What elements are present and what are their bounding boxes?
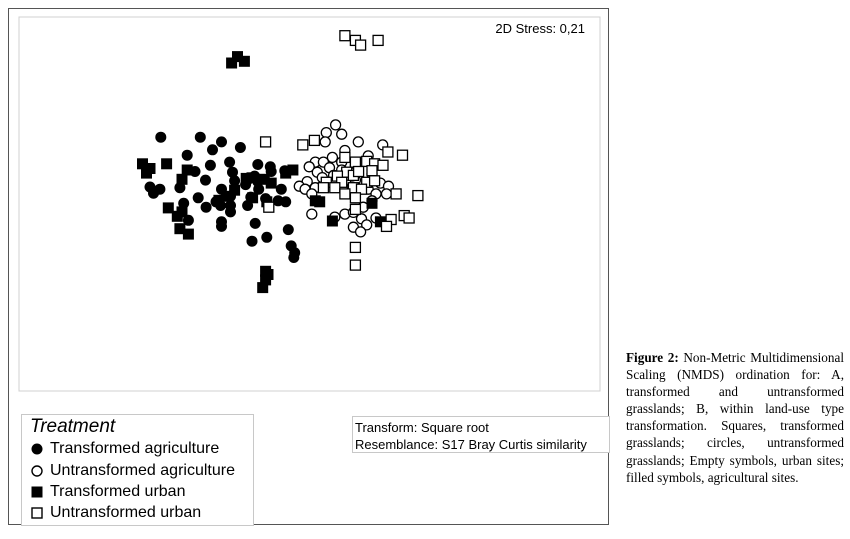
point-transformed-urban — [141, 168, 152, 179]
legend-label: Transformed agriculture — [50, 440, 220, 457]
point-untransformed-urban — [350, 242, 360, 252]
point-transformed-agriculture — [225, 206, 236, 217]
point-transformed-urban — [177, 174, 188, 185]
filled-square-icon — [30, 485, 44, 499]
point-transformed-agriculture — [201, 202, 212, 213]
figure-caption — [626, 349, 844, 486]
point-untransformed-urban — [391, 189, 401, 199]
point-untransformed-urban — [354, 167, 364, 177]
point-transformed-agriculture — [205, 160, 216, 171]
point-untransformed-agriculture — [337, 129, 347, 139]
point-transformed-urban — [239, 56, 250, 67]
point-transformed-agriculture — [224, 157, 235, 168]
legend-item-untransformed-agriculture — [30, 461, 235, 481]
open-square-icon — [30, 506, 44, 520]
point-transformed-agriculture — [280, 196, 291, 207]
legend-item-transformed-agriculture — [30, 439, 219, 459]
point-transformed-agriculture — [216, 221, 227, 232]
legend-item-untransformed-urban — [30, 503, 201, 523]
legend — [21, 414, 254, 526]
point-transformed-agriculture — [247, 236, 258, 247]
point-untransformed-agriculture — [382, 189, 392, 199]
point-transformed-urban — [161, 158, 172, 169]
point-untransformed-urban — [383, 147, 393, 157]
transform-info-box — [352, 416, 610, 453]
point-transformed-agriculture — [288, 252, 299, 263]
point-untransformed-urban — [370, 176, 380, 186]
point-untransformed-urban — [350, 157, 360, 167]
point-transformed-urban — [241, 173, 252, 184]
legend-title: Treatment — [30, 416, 116, 437]
point-transformed-agriculture — [250, 218, 261, 229]
point-untransformed-urban — [298, 140, 308, 150]
point-untransformed-urban — [404, 213, 414, 223]
point-transformed-agriculture — [216, 136, 227, 147]
legend-label: Untransformed urban — [50, 504, 202, 521]
point-untransformed-agriculture — [353, 137, 363, 147]
point-transformed-agriculture — [193, 192, 204, 203]
legend-label: Transformed urban — [50, 483, 186, 500]
point-untransformed-urban — [340, 189, 350, 199]
point-untransformed-agriculture — [320, 137, 330, 147]
point-untransformed-urban — [413, 191, 423, 201]
point-transformed-agriculture — [283, 224, 294, 235]
figure-frame — [8, 8, 609, 525]
point-untransformed-agriculture — [307, 209, 317, 219]
point-transformed-urban — [213, 195, 224, 206]
open-circle-icon — [30, 464, 44, 478]
point-untransformed-urban — [318, 183, 328, 193]
point-transformed-agriculture — [261, 232, 272, 243]
point-untransformed-urban — [340, 31, 350, 41]
point-transformed-urban — [314, 196, 325, 207]
point-transformed-urban — [177, 206, 188, 217]
point-untransformed-urban — [356, 40, 366, 50]
point-transformed-agriculture — [200, 175, 211, 186]
point-transformed-agriculture — [207, 144, 218, 155]
plot-area — [19, 17, 600, 391]
point-transformed-agriculture — [195, 132, 206, 143]
legend-label: Untransformed agriculture — [50, 462, 235, 479]
resemblance-text: Resemblance: S17 Bray Curtis similarity — [355, 437, 587, 452]
point-untransformed-agriculture — [321, 128, 331, 138]
point-untransformed-urban — [340, 152, 350, 162]
point-transformed-urban — [367, 198, 378, 209]
point-transformed-urban — [327, 216, 338, 227]
point-untransformed-urban — [350, 193, 360, 203]
caption-heading: Figure 2: — [626, 350, 679, 365]
point-untransformed-urban — [350, 204, 360, 214]
transform-text: Transform: Square root — [355, 420, 489, 435]
legend-item-transformed-urban — [30, 482, 185, 502]
point-untransformed-urban — [382, 221, 392, 231]
point-transformed-agriculture — [155, 132, 166, 143]
point-untransformed-agriculture — [356, 227, 366, 237]
point-transformed-urban — [266, 178, 277, 189]
point-transformed-urban — [226, 58, 237, 69]
point-untransformed-urban — [378, 160, 388, 170]
point-untransformed-urban — [330, 183, 340, 193]
point-transformed-urban — [183, 229, 194, 240]
point-untransformed-urban — [264, 202, 274, 212]
point-transformed-agriculture — [148, 188, 159, 199]
filled-circle-icon — [30, 442, 44, 456]
point-untransformed-urban — [350, 260, 360, 270]
point-untransformed-urban — [373, 35, 383, 45]
stress-label: 2D Stress: 0,21 — [495, 21, 585, 36]
point-untransformed-urban — [309, 135, 319, 145]
point-untransformed-agriculture — [331, 120, 341, 130]
caption-body: Non-Metric Multidimensional Scaling (NMDS) ordination for: A, transformed and untransformed grasslands; B, within land-use type transformation. Squares, transformed grasslands; circles, untransformed grasslands; Empty symbols, urban sites; filled symbols, agricultural sites. — [626, 350, 845, 485]
point-transformed-agriculture — [229, 175, 240, 186]
point-untransformed-urban — [398, 150, 408, 160]
point-transformed-urban — [257, 282, 268, 293]
point-transformed-urban — [247, 192, 258, 203]
point-transformed-agriculture — [182, 150, 193, 161]
point-transformed-urban — [280, 168, 291, 179]
point-transformed-agriculture — [276, 184, 287, 195]
point-transformed-agriculture — [252, 159, 263, 170]
point-untransformed-urban — [367, 166, 377, 176]
point-untransformed-urban — [261, 137, 271, 147]
point-transformed-agriculture — [235, 142, 246, 153]
